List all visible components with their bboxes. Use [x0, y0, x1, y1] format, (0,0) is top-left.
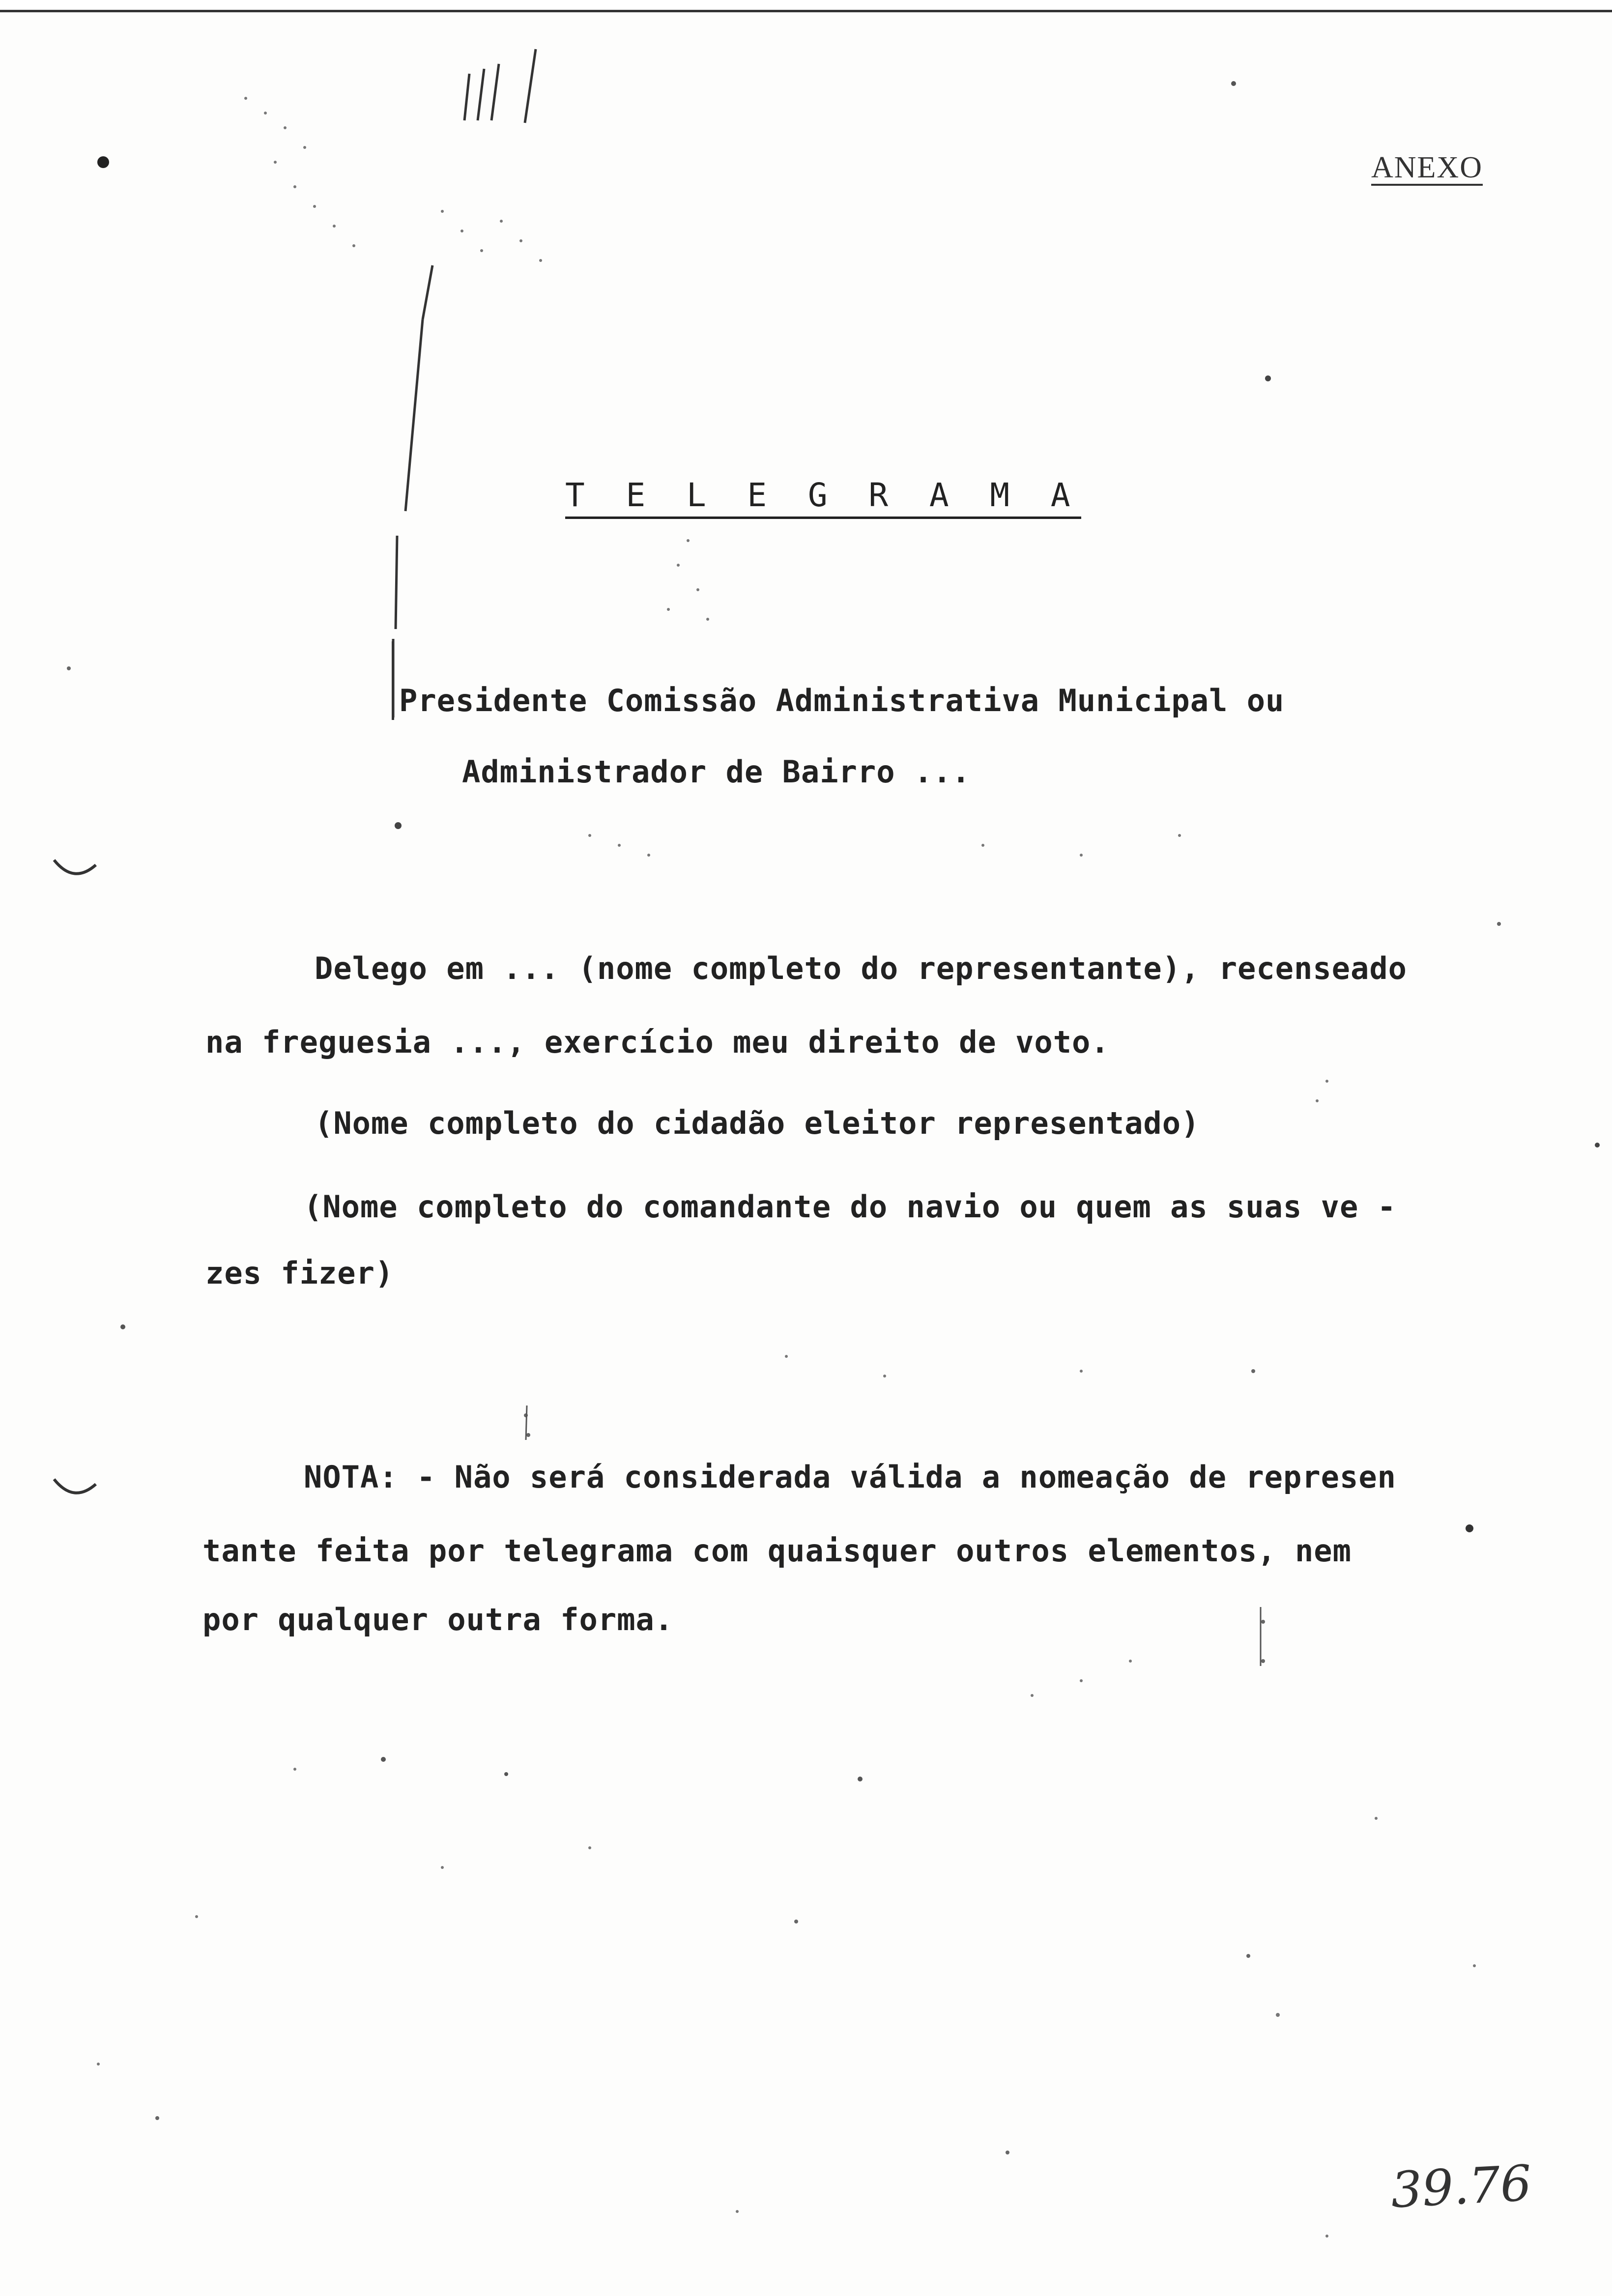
note-line-3: por qualquer outra forma. — [202, 1602, 674, 1637]
addressee-line-2: Administrador de Bairro ... — [462, 754, 971, 790]
page-top-edge — [0, 0, 1612, 12]
note-line-2: tante feita por telegrama com quaisquer outros elementos, nem — [202, 1533, 1352, 1569]
handwritten-number: 39.76 — [1389, 2154, 1533, 2219]
addressee-margin-bar — [392, 641, 394, 720]
delegation-line-2: na freguesia ..., exercício meu direito de voto. — [205, 1024, 1110, 1060]
commander-line-2: zes fizer) — [205, 1255, 394, 1291]
addressee-line-1: Presidente Comissão Administrativa Municipal ou — [399, 683, 1285, 718]
note-line-1: NOTA: - Não será considerada válida a nomeação de represen — [304, 1459, 1396, 1495]
document-title: T E L E G R A M A — [565, 479, 1081, 519]
voter-name-line: (Nome completo do cidadão eleitor representado) — [315, 1105, 1200, 1141]
commander-line-1: (Nome completo do comandante do navio ou quem as suas ve - — [304, 1189, 1396, 1225]
annex-label: ANEXO — [1371, 152, 1483, 186]
delegation-line-1: Delego em ... (nome completo do representante), recenseado — [315, 950, 1407, 986]
